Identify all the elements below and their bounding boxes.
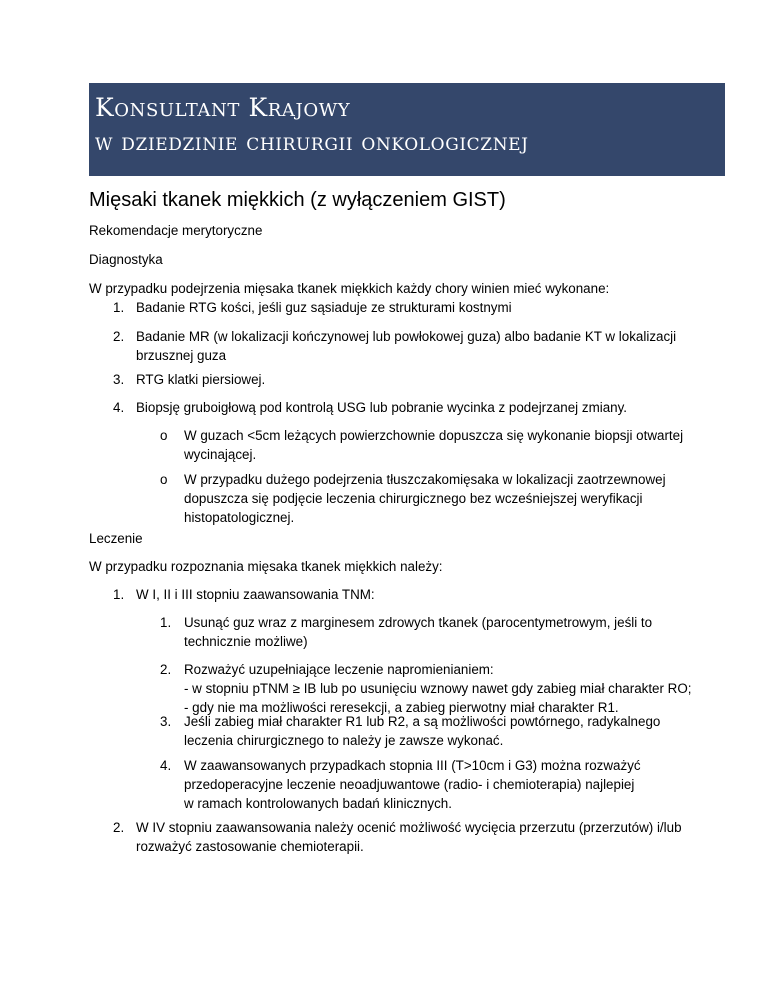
list-item [113, 818, 753, 856]
banner-title: Konsultant Krajowy [95, 93, 351, 122]
bullet-marker: o [160, 428, 168, 443]
list-item [113, 298, 713, 318]
bullet-item [160, 470, 720, 528]
list-number: 4. [113, 400, 125, 415]
sub-list-item [160, 613, 720, 651]
list-item-text: - gdy nie ma możliwości reresekcji, a zabieg pierwotny miał charakter R1. [184, 700, 619, 715]
bullet-text: dopuszcza się podjęcie leczenia chirurgicznego bez wcześniejszej weryfikacji [184, 491, 643, 506]
diagnostics-intro: W przypadku podejrzenia mięsaka tkanek miękkich każdy chory winien mieć wykonane: [89, 281, 610, 296]
list-item [113, 327, 713, 365]
list-item-text: Badanie MR (w lokalizacji kończynowej lub powłokowej guza) albo badanie KT w lokalizacji [136, 329, 677, 344]
list-item-text: W IV stopniu zaawansowania należy ocenić możliwość wycięcia przerzutu (przerzutów) i/lub [136, 820, 682, 835]
bullet-text: W przypadku dużego podejrzenia tłuszczakomięsaka w lokalizacji zaotrzewnowej [184, 472, 666, 487]
list-number: 2. [113, 820, 125, 835]
list-item-text: RTG klatki piersiowej. [136, 372, 266, 387]
bullet-marker: o [160, 472, 168, 487]
list-item-text: w ramach kontrolowanych badań klinicznych. [184, 796, 452, 811]
list-number: 4. [160, 758, 172, 773]
list-item-text: Biopsję gruboigłową pod kontrolą USG lub pobranie wycinka z podejrzanej zmiany. [136, 400, 628, 415]
list-number: 1. [113, 587, 125, 602]
treatment-intro: W przypadku rozpoznania mięsaka tkanek miękkich należy: [89, 559, 443, 574]
list-item-text: rozważyć zastosowanie chemioterapii. [136, 839, 364, 854]
header-banner [89, 83, 725, 176]
subtitle: Rekomendacje merytoryczne [89, 223, 263, 238]
list-item [113, 585, 713, 605]
list-item-text: W zaawansowanych przypadkach stopnia III (T>10cm i G3) można rozważyć [184, 758, 641, 773]
bullet-item [160, 426, 720, 464]
list-number: 3. [113, 372, 125, 387]
list-number: 2. [113, 329, 125, 344]
document-title: Mięsaki tkanek miękkich (z wyłączeniem GIST) [89, 189, 506, 211]
list-number: 2. [160, 662, 172, 677]
list-item-text: przedoperacyjne leczenie neoadjuwantowe (radio- i chemioterapia) najlepiej [184, 777, 635, 792]
section-heading-treatment: Leczenie [89, 531, 143, 546]
list-number: 3. [160, 714, 172, 729]
list-item-text: - w stopniu pTNM ≥ IB lub po usunięciu wznowy nawet gdy zabieg miał charakter RO; [184, 681, 692, 696]
list-item-text: brzusznej guza [136, 348, 227, 363]
sub-list-item [160, 660, 730, 718]
list-item-text: Badanie RTG kości, jeśli guz sąsiaduje ze strukturami kostnymi [136, 300, 512, 315]
sub-list-item [160, 712, 720, 750]
list-number: 1. [113, 300, 125, 315]
list-item-text: Usunąć guz wraz z marginesem zdrowych tkanek (parocentymetrowym, jeśli to [184, 615, 653, 630]
list-item-text: leczenia chirurgicznego to należy je zawsze wykonać. [184, 733, 504, 748]
bullet-text: wycinającej. [184, 447, 257, 462]
list-item-text: technicznie możliwe) [184, 634, 308, 649]
list-item [113, 398, 733, 418]
bullet-text: W guzach <5cm leżących powierzchownie dopuszcza się wykonanie biopsji otwartej [184, 428, 684, 443]
list-item-text: Rozważyć uzupełniające leczenie napromienianiem: [184, 662, 494, 677]
bullet-text: histopatologicznej. [184, 510, 295, 525]
list-item [113, 370, 713, 390]
list-item-text: Jeśli zabieg miał charakter R1 lub R2, a są możliwości powtórnego, radykalnego [184, 714, 661, 729]
section-heading-diagnostics: Diagnostyka [89, 252, 163, 267]
list-number: 1. [160, 615, 172, 630]
sub-list-item [160, 756, 720, 814]
list-item-text: W I, II i III stopniu zaawansowania TNM: [136, 587, 375, 602]
banner-subtitle: w dziedzinie chirurgii onkologicznej [95, 128, 529, 156]
